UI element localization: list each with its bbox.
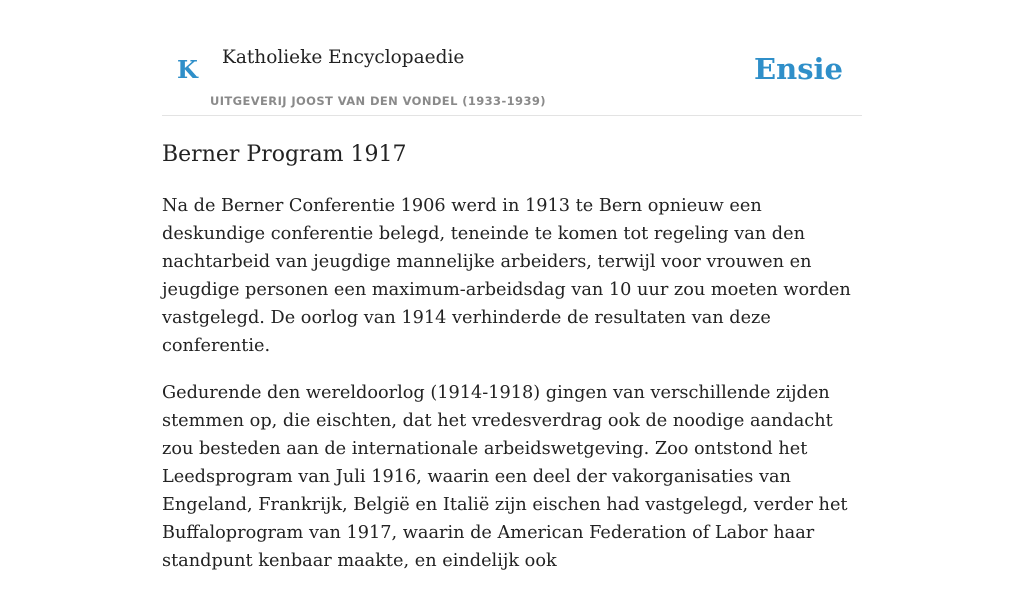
article-paragraph: Na de Berner Conferentie 1906 werd in 1913 te Bern opnieuw een deskundige conferentie belegd, teneinde te komen tot regeling van den nachtarbeid van jeugdige mannelijke arbeiders, terwijl voor vrouwen en jeugdige personen een maximum-arbeidsdag van 10 uur zou moeten worden vastgelegd. De oorlog van 1914 verhinderde de resultaten van deze conferentie. [162, 196, 851, 356]
brand-logo[interactable]: Ensie [754, 52, 843, 86]
logo-k-icon[interactable]: K [177, 55, 198, 84]
article-title: Berner Program 1917 [162, 142, 407, 167]
publisher-label: UITGEVERIJ JOOST VAN DEN VONDEL (1933-1939) [210, 94, 546, 108]
publication-title[interactable]: Katholieke Encyclopaedie [222, 47, 465, 68]
article-body [162, 192, 862, 594]
site-header [162, 0, 862, 116]
article-paragraph: Gedurende den wereldoorlog (1914-1918) gingen van verschillende zijden stemmen op, die eischten, dat het vredesverdrag ook de noodige aandacht zou besteden aan de internationale arbeidswetgeving. Zoo ontstond het Leedsprogram van Juli 1916, waarin een deel der vakorganisaties van Engeland, Frankrijk, België en Italië zijn eischen had vastgelegd, verder het Buffaloprogram van 1917, waarin de American Federation of Labor haar standpunt kenbaar maakte, en eindelijk ook [162, 383, 848, 571]
